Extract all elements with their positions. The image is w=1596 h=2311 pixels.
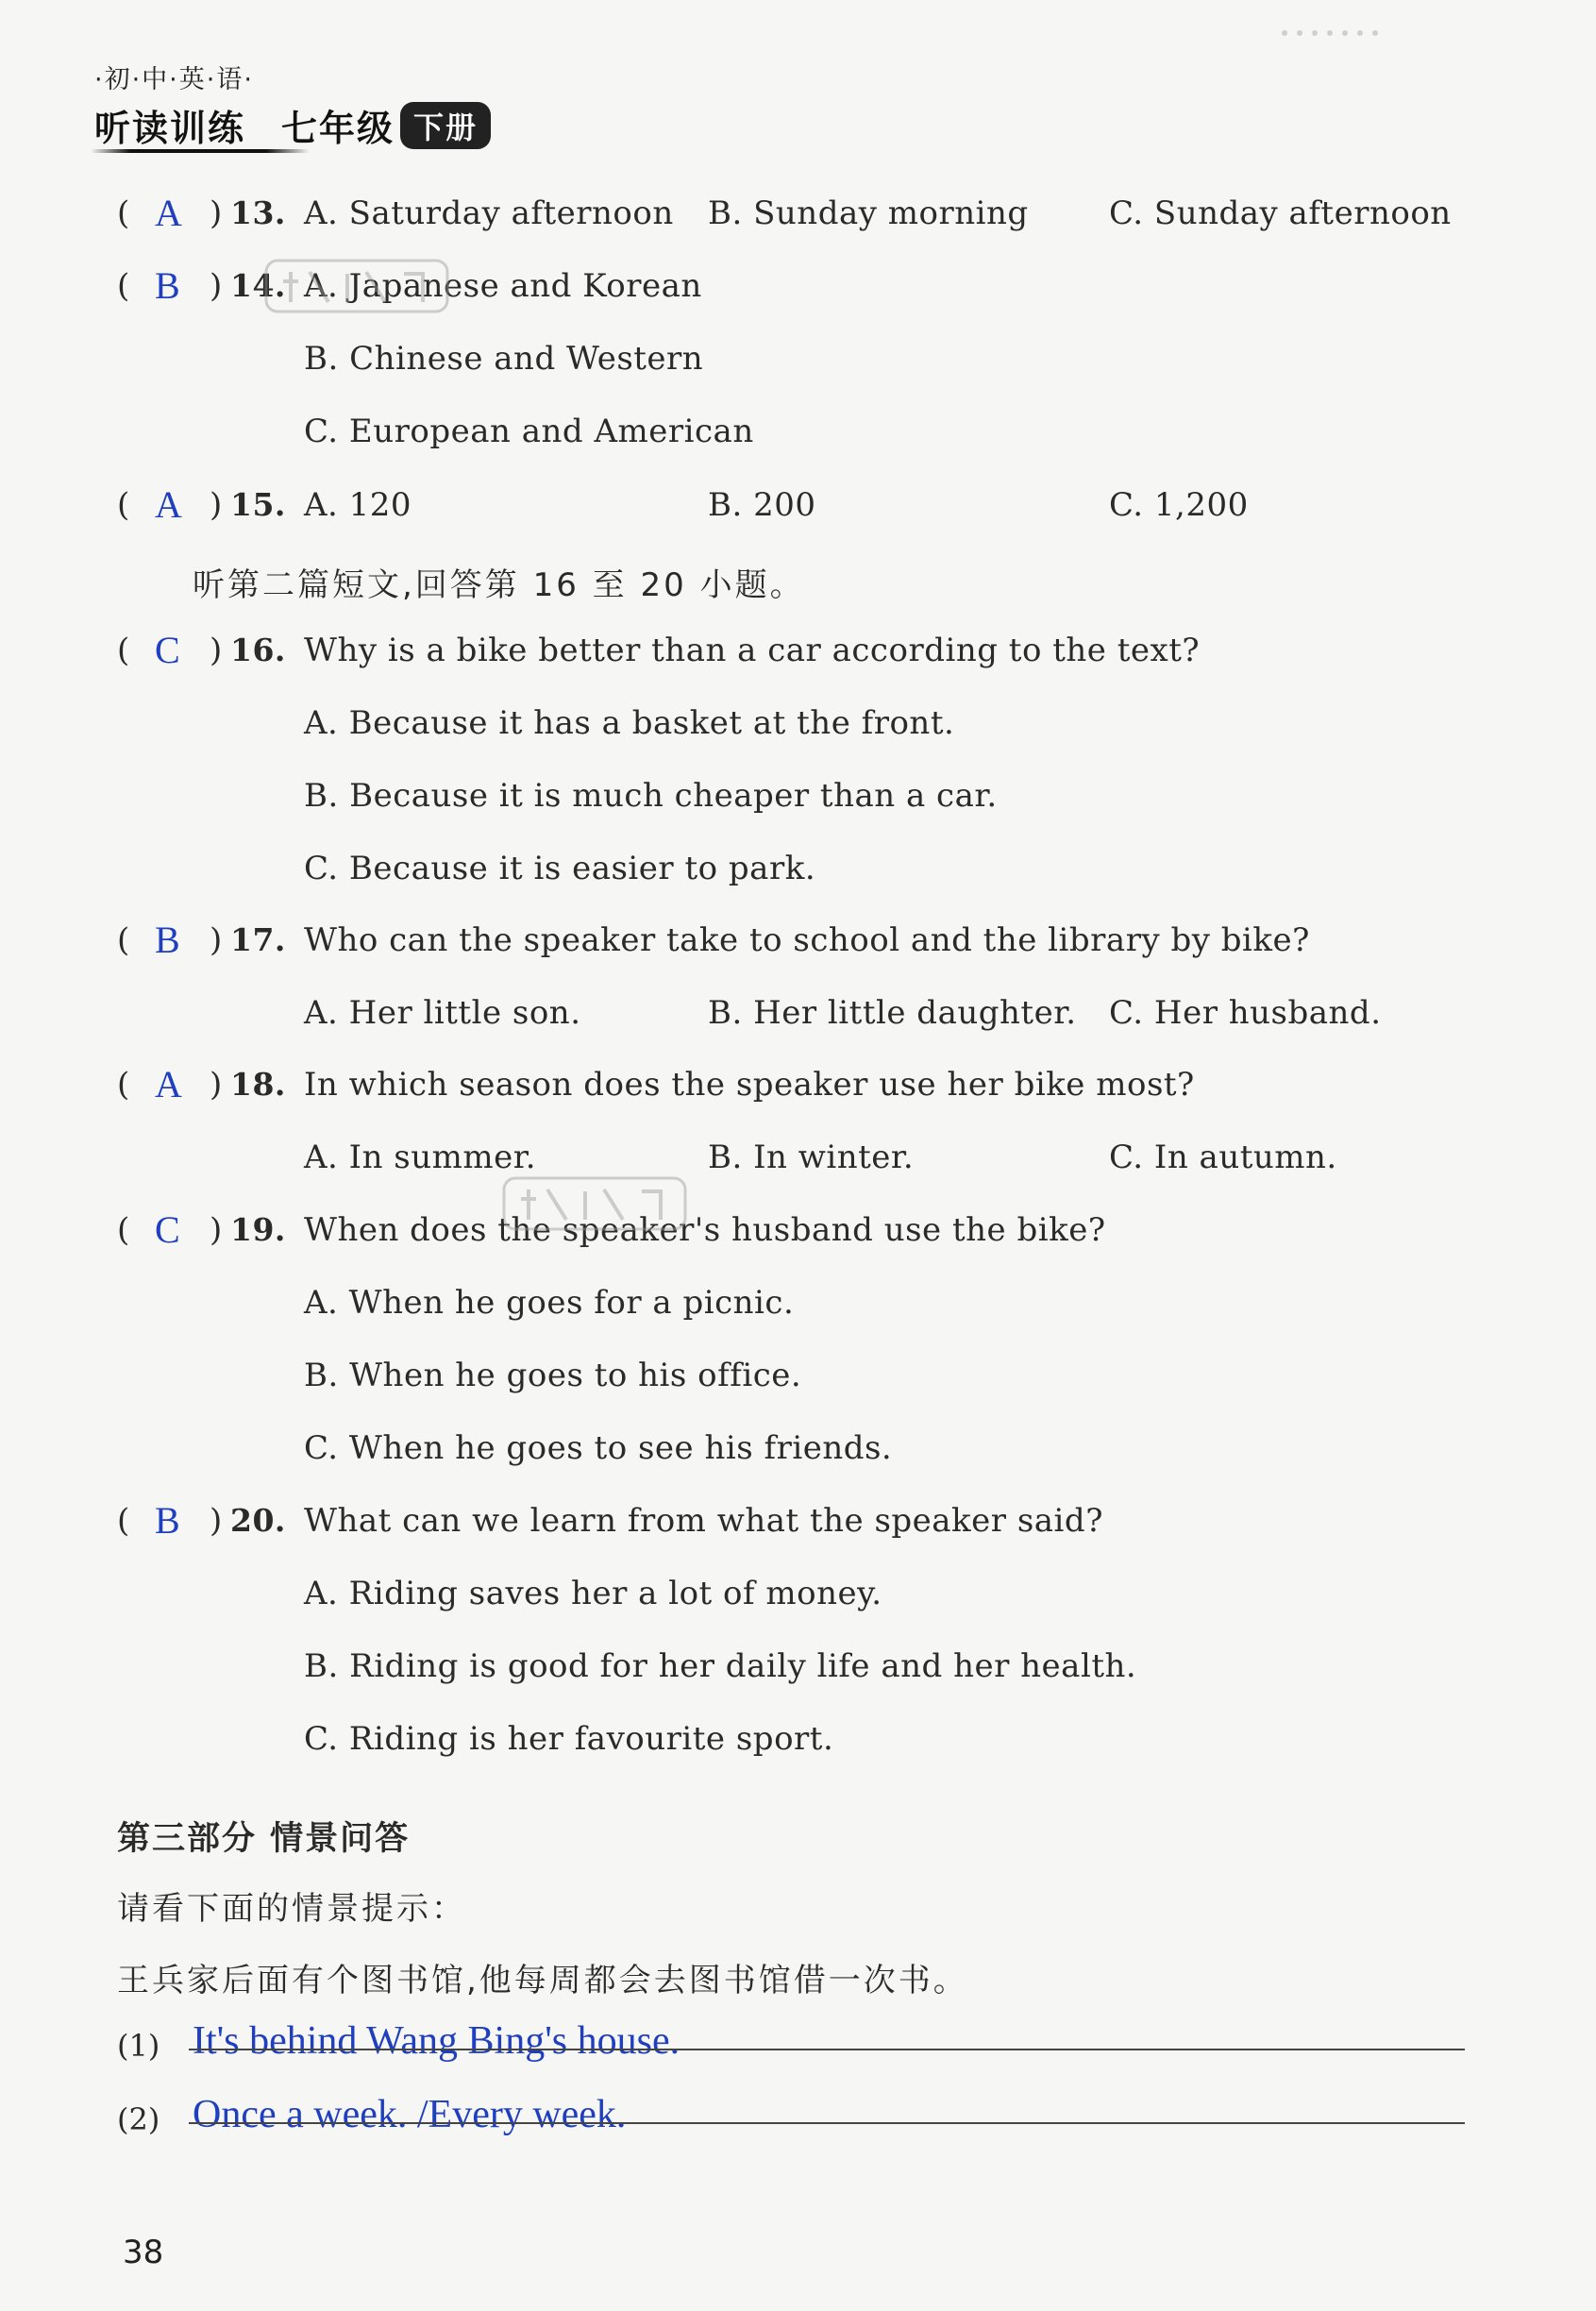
option-b: B. Sunday morning — [708, 194, 1029, 232]
prompt-label: 请看下面的情景提示： — [117, 1890, 466, 1928]
answer-mark: A — [155, 1063, 183, 1105]
question-stem: Why is a bike better than a car according to the text? — [304, 632, 1201, 669]
question-number: 19. — [230, 1211, 286, 1248]
option-c: C. European and American — [304, 413, 754, 450]
question-number: 16. — [230, 632, 286, 668]
scenario-text: 王兵家后面有个图书馆,他每周都会去图书馆借一次书。 — [117, 1962, 968, 1999]
series-name: ·初·中·英·语· — [94, 65, 254, 94]
question-number: 15. — [230, 486, 286, 523]
question-number: 18. — [230, 1066, 286, 1103]
answer-bracket-open: ( — [117, 1211, 130, 1249]
option-b: B. 200 — [708, 486, 816, 524]
grade-label: 七年级 — [281, 108, 395, 149]
answer-line — [189, 2122, 1465, 2124]
question-number: 17. — [230, 921, 286, 958]
answer-bracket-close: ) — [210, 632, 223, 669]
answer-bracket-open: ( — [117, 267, 130, 305]
page-number: 38 — [123, 2234, 164, 2271]
option-b: B. Because it is much cheaper than a car. — [304, 777, 998, 815]
option-b: B. Her little daughter. — [708, 994, 1077, 1032]
decorative-dots-icon — [1279, 26, 1392, 40]
answer-bracket-open: ( — [117, 632, 130, 669]
question-stem: When does the speaker's husband use the bike? — [304, 1211, 1106, 1249]
answer-bracket-close: ) — [210, 1211, 223, 1249]
option-a: A. In summer. — [304, 1139, 537, 1176]
answer-bracket-close: ) — [210, 1066, 223, 1104]
book-title: 听读训练 — [94, 108, 246, 149]
answer-mark: B — [155, 1499, 181, 1542]
option-c: C. When he goes to see his friends. — [304, 1429, 893, 1467]
passage-instruction: 听第二篇短文,回答第 16 至 20 小题。 — [193, 566, 805, 604]
option-c: C. In autumn. — [1109, 1139, 1337, 1176]
blank-answer: Once a week. /Every week. — [193, 2093, 627, 2136]
answer-bracket-open: ( — [117, 921, 130, 959]
answer-bracket-close: ) — [210, 1502, 223, 1540]
option-b: B. Chinese and Western — [304, 340, 704, 378]
option-c: C. Because it is easier to park. — [304, 850, 816, 887]
book-header — [94, 59, 491, 151]
answer-bracket-open: ( — [117, 194, 130, 232]
option-a: A. Saturday afternoon — [304, 194, 674, 232]
book-title-line — [94, 99, 491, 151]
option-a: A. Because it has a basket at the front. — [304, 704, 955, 742]
header-underline — [91, 149, 310, 153]
blank-label: (2) — [117, 2101, 160, 2137]
answer-mark: B — [155, 264, 181, 307]
option-c: C. 1,200 — [1109, 486, 1249, 524]
answer-mark: C — [155, 629, 181, 671]
answer-bracket-open: ( — [117, 1066, 130, 1104]
answer-bracket-open: ( — [117, 1502, 130, 1540]
answer-bracket-close: ) — [210, 267, 223, 305]
answer-bracket-close: ) — [210, 194, 223, 232]
volume-badge: 下册 — [400, 102, 491, 149]
answer-mark: B — [155, 919, 181, 961]
answer-mark: A — [155, 192, 183, 234]
question-number: 14. — [230, 267, 286, 304]
option-c: C. Riding is her favourite sport. — [304, 1720, 834, 1758]
option-a: A. 120 — [304, 486, 412, 524]
answer-bracket-open: ( — [117, 486, 130, 524]
option-b: B. When he goes to his office. — [304, 1357, 802, 1394]
answer-mark: A — [155, 483, 183, 526]
answer-line — [189, 2049, 1465, 2050]
question-stem: In which season does the speaker use her bike most? — [304, 1066, 1195, 1104]
answer-mark: C — [155, 1208, 181, 1251]
option-a: A. Japanese and Korean — [304, 267, 702, 305]
option-a: A. Her little son. — [304, 994, 581, 1032]
option-a: A. When he goes for a picnic. — [304, 1284, 795, 1322]
answer-bracket-close: ) — [210, 486, 223, 524]
question-stem: What can we learn from what the speaker said? — [304, 1502, 1103, 1540]
watermark-icon — [500, 1171, 689, 1237]
option-b: B. Riding is good for her daily life and her health. — [304, 1647, 1137, 1685]
question-number: 13. — [230, 194, 286, 231]
question-number: 20. — [230, 1502, 286, 1539]
blank-label: (1) — [117, 2028, 160, 2064]
question-stem: Who can the speaker take to school and the library by bike? — [304, 921, 1310, 959]
watermark-icon — [262, 253, 451, 319]
option-a: A. Riding saves her a lot of money. — [304, 1575, 882, 1612]
option-b: B. In winter. — [708, 1139, 915, 1176]
answer-bracket-close: ) — [210, 921, 223, 959]
blank-answer: It's behind Wang Bing's house. — [193, 2019, 680, 2063]
option-c: C. Sunday afternoon — [1109, 194, 1452, 232]
option-c: C. Her husband. — [1109, 994, 1382, 1032]
section-heading: 第三部分 情景问答 — [117, 1820, 411, 1858]
